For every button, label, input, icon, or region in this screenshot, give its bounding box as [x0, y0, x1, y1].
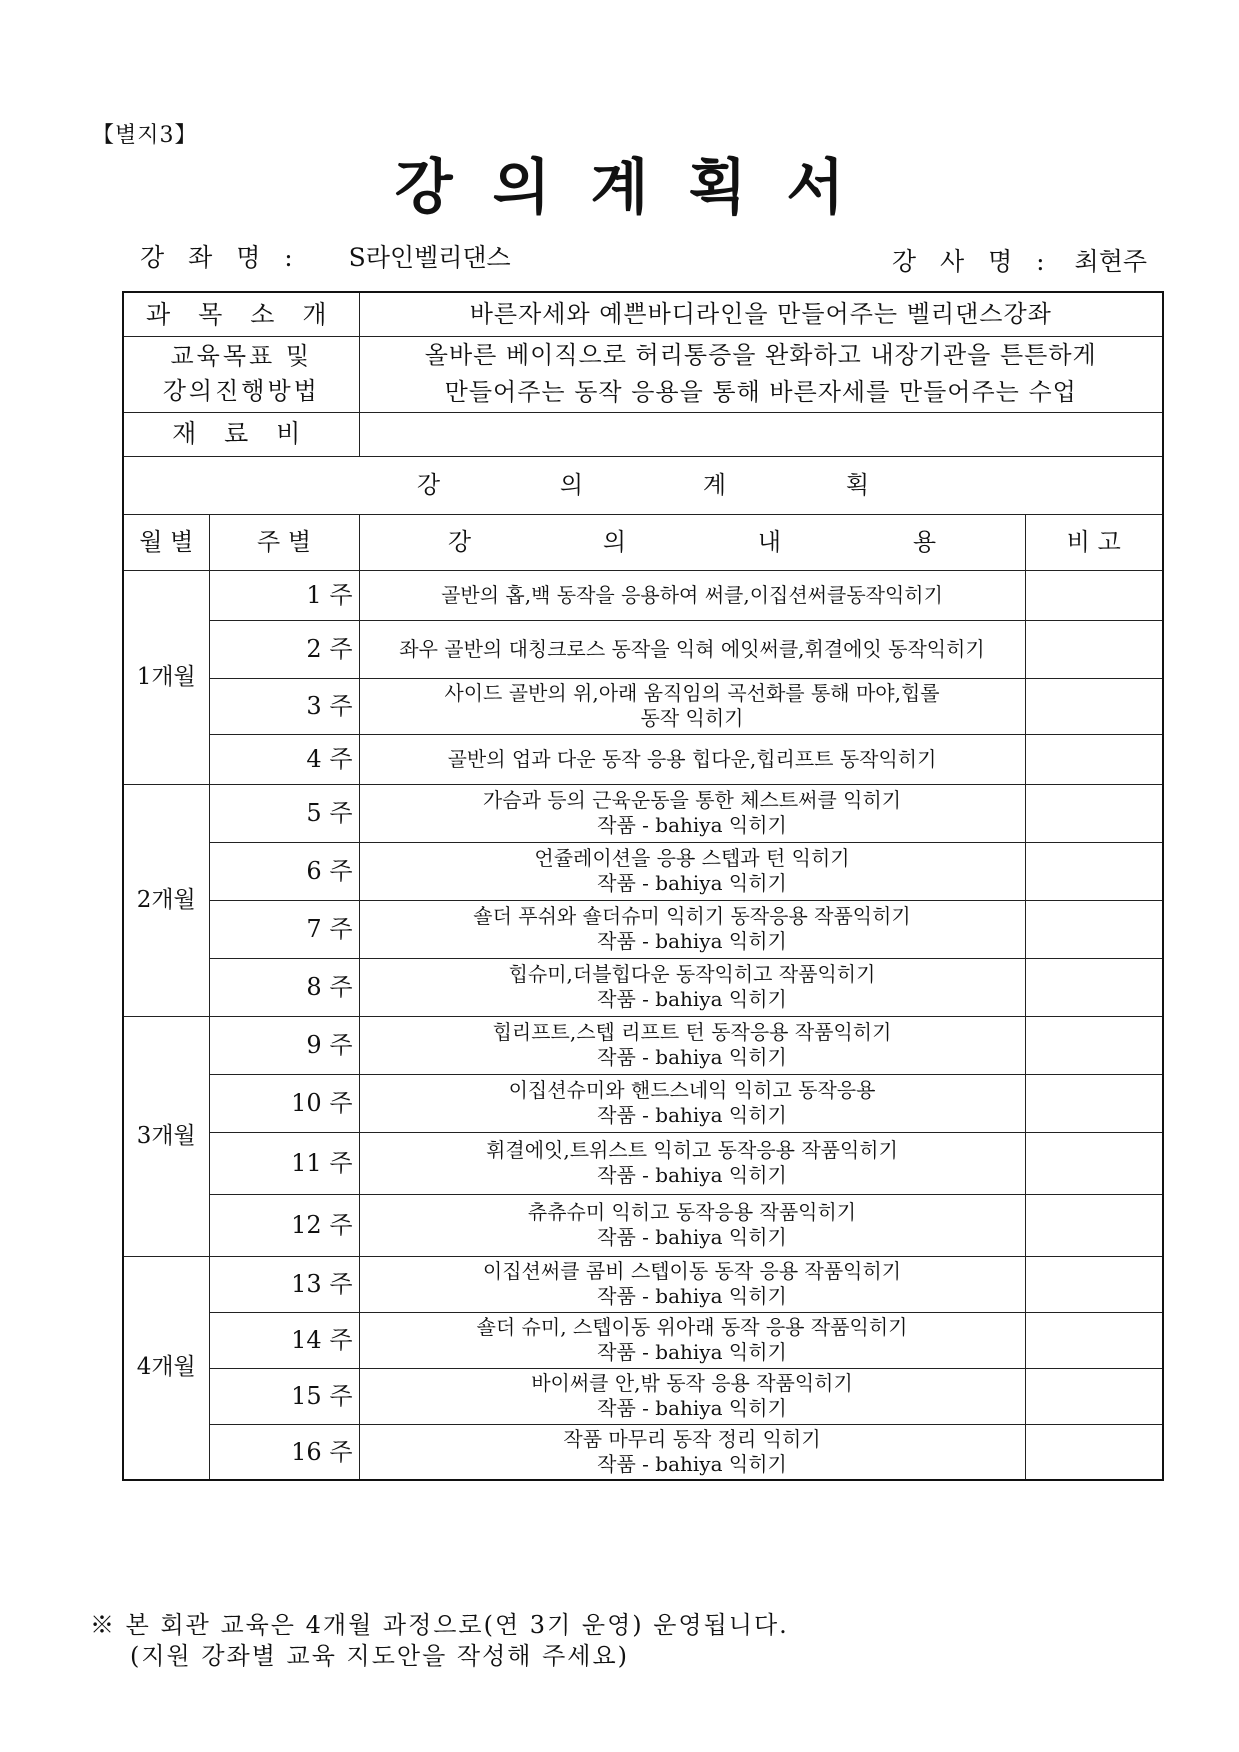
- content-line2: 작품 - bahiya 익히기: [597, 1396, 787, 1420]
- week-row: [123, 958, 1163, 1016]
- content-line2: 작품 - bahiya 익히기: [597, 1225, 787, 1249]
- col-header-month: 월 별: [123, 514, 209, 570]
- material-fee-value: [359, 412, 1163, 456]
- content-line1: 작품 마무리 동작 정리 익히기: [563, 1426, 821, 1451]
- course-name-value: S라인벨리댄스: [348, 243, 511, 272]
- col-header-note: 비 고: [1025, 514, 1163, 570]
- note-cell: [1025, 620, 1163, 678]
- week-cell: 16 주: [209, 1424, 359, 1480]
- week-cell: 11 주: [209, 1132, 359, 1194]
- content-line1: 숄더 슈미, 스텝이동 위아래 동작 응용 작품익히기: [476, 1315, 908, 1339]
- content-line2: 작품 - bahiya 익히기: [597, 987, 787, 1011]
- note-cell: [1025, 958, 1163, 1016]
- week-row: [123, 1256, 1163, 1312]
- note-cell: [1025, 1194, 1163, 1256]
- content-line1: 숄더 푸쉬와 숄더슈미 익히기 동작응용 작품익히기: [473, 904, 911, 928]
- content-line1: 바이써클 안,밖 동작 응용 작품익히기: [531, 1371, 853, 1395]
- content-line2: 작품 - bahiya 익히기: [597, 871, 787, 895]
- week-row: [123, 1132, 1163, 1194]
- content-line2: 작품 - bahiya 익히기: [597, 813, 787, 837]
- content-line2: 작품 - bahiya 익히기: [597, 1045, 787, 1069]
- section-title-char: 강: [416, 470, 441, 499]
- note-cell: [1025, 1016, 1163, 1074]
- content-cell: [359, 1312, 1025, 1368]
- week-cell: 6 주: [209, 842, 359, 900]
- week-row: [123, 1016, 1163, 1074]
- lecture-plan-table: [122, 291, 1164, 1481]
- goal-text-line1: 올바른 베이직으로 허리통증을 완화하고 내장기관을 튼튼하게: [424, 340, 1097, 369]
- week-cell: 9 주: [209, 1016, 359, 1074]
- note-cell: [1025, 678, 1163, 734]
- week-row: [123, 1074, 1163, 1132]
- note-cell: [1025, 900, 1163, 958]
- week-row: [123, 620, 1163, 678]
- teacher-name-label: 강 사 명 :: [891, 247, 1053, 276]
- content-cell: [359, 958, 1025, 1016]
- week-row: [123, 1312, 1163, 1368]
- month-cell: 3개월: [123, 1016, 209, 1256]
- content-line1: 힙리프트,스텝 리프트 턴 동작응용 작품익히기: [492, 1020, 892, 1044]
- note-cell: [1025, 1132, 1163, 1194]
- note-cell: [1025, 1256, 1163, 1312]
- attachment-label: 【별지3】: [92, 123, 198, 148]
- goal-text-line2: 만들어주는 동작 응용을 통해 바른자세를 만들어주는 수업: [444, 378, 1077, 406]
- content-cell: [359, 1256, 1025, 1312]
- goal-label: [123, 336, 359, 412]
- goal-text: [359, 336, 1163, 412]
- content-cell: [359, 1368, 1025, 1424]
- intro-text: 바른자세와 예쁜바디라인을 만들어주는 벨리댄스강좌: [359, 292, 1163, 336]
- content-cell: [359, 620, 1025, 678]
- note-cell: [1025, 1074, 1163, 1132]
- month-cell: 1개월: [123, 570, 209, 784]
- week-cell: 4 주: [209, 734, 359, 784]
- week-cell: 12 주: [209, 1194, 359, 1256]
- content-line2: 동작 익히기: [640, 706, 744, 730]
- content-line2: 작품 - bahiya 익히기: [597, 929, 787, 953]
- week-cell: 14 주: [209, 1312, 359, 1368]
- section-title-char: 획: [845, 470, 870, 499]
- content-line1: 언쥴레이션을 응용 스텝과 턴 익히기: [534, 846, 850, 870]
- content-cell: [359, 570, 1025, 620]
- col-header-content: [359, 514, 1025, 570]
- week-cell: 3 주: [209, 678, 359, 734]
- goal-label-line2: 강의진행방법: [162, 377, 320, 405]
- week-row: [123, 570, 1163, 620]
- note-cell: [1025, 842, 1163, 900]
- content-line1: 사이드 골반의 위,아래 움직임의 곡선화를 통해 마야,힙롤: [444, 681, 940, 705]
- content-line1: 힙슈미,더블힙다운 동작익히고 작품익히기: [508, 962, 876, 986]
- week-row: [123, 842, 1163, 900]
- week-cell: 13 주: [209, 1256, 359, 1312]
- section-title-char: 의: [559, 470, 584, 499]
- footnote-line2: (지원 강좌별 교육 지도안을 작성해 주세요): [130, 1642, 629, 1671]
- content-head-char: 내: [757, 527, 782, 556]
- content-line1: 이집션써클 콤비 스텝이동 동작 응용 작품익히기: [482, 1259, 902, 1283]
- week-cell: 10 주: [209, 1074, 359, 1132]
- content-head-char: 용: [912, 527, 937, 556]
- content-cell: [359, 1424, 1025, 1480]
- month-cell: 2개월: [123, 784, 209, 1016]
- footnote: [90, 1610, 789, 1672]
- content-cell: [359, 1132, 1025, 1194]
- week-row: [123, 1424, 1163, 1480]
- course-name-line: [140, 238, 511, 274]
- week-cell: 5 주: [209, 784, 359, 842]
- content-cell: [359, 1074, 1025, 1132]
- course-name-label: 강 좌 명 :: [140, 243, 301, 272]
- teacher-name-line: [892, 242, 1147, 278]
- week-cell: 8 주: [209, 958, 359, 1016]
- teacher-name-value: 최현주: [1074, 247, 1147, 276]
- content-line1: 골반의 업과 다운 동작 응용 힙다운,힙리프트 동작익히기: [447, 746, 937, 771]
- content-cell: [359, 678, 1025, 734]
- note-cell: [1025, 1424, 1163, 1480]
- content-head-char: 강: [447, 527, 472, 556]
- week-row: [123, 1368, 1163, 1424]
- content-line2: 작품 - bahiya 익히기: [597, 1284, 787, 1308]
- note-cell: [1025, 1368, 1163, 1424]
- week-cell: 7 주: [209, 900, 359, 958]
- note-cell: [1025, 734, 1163, 784]
- content-cell: [359, 1194, 1025, 1256]
- content-line1: 이집션슈미와 핸드스네익 익히고 동작응용: [508, 1078, 876, 1102]
- page-title: 강의계획서: [394, 153, 885, 223]
- note-cell: [1025, 784, 1163, 842]
- intro-label: 과 목 소 개: [123, 292, 359, 336]
- week-row: [123, 1194, 1163, 1256]
- week-cell: 2 주: [209, 620, 359, 678]
- col-header-week: 주 별: [209, 514, 359, 570]
- week-row: [123, 734, 1163, 784]
- month-cell: 4개월: [123, 1256, 209, 1480]
- content-cell: [359, 842, 1025, 900]
- content-cell: [359, 784, 1025, 842]
- content-cell: [359, 734, 1025, 784]
- content-line1: 휘결에잇,트위스트 익히고 동작응용 작품익히기: [486, 1138, 898, 1162]
- material-fee-label: 재 료 비: [123, 412, 359, 456]
- content-line2: 작품 - bahiya 익히기: [597, 1451, 787, 1476]
- week-row: [123, 900, 1163, 958]
- week-row: [123, 678, 1163, 734]
- content-line1: 골반의 홉,백 동작을 응용하여 써클,이집션써클동작익히기: [441, 582, 943, 607]
- week-row: [123, 784, 1163, 842]
- content-cell: [359, 900, 1025, 958]
- content-head-char: 의: [602, 527, 627, 556]
- content-line1: 츄츄슈미 익히고 동작응용 작품익히기: [527, 1200, 857, 1224]
- week-cell: 1 주: [209, 570, 359, 620]
- goal-label-line1: 교육목표 및: [170, 342, 313, 371]
- content-line2: 작품 - bahiya 익히기: [597, 1340, 787, 1364]
- footnote-line1: ※ 본 회관 교육은 4개월 과정으로(연 3기 운영) 운영됩니다.: [90, 1611, 789, 1639]
- content-line2: 작품 - bahiya 익히기: [597, 1163, 787, 1187]
- content-line1: 좌우 골반의 대칭크로스 동작을 익혀 에잇써클,휘결에잇 동작익히기: [399, 636, 985, 661]
- note-cell: [1025, 570, 1163, 620]
- content-cell: [359, 1016, 1025, 1074]
- content-line2: 작품 - bahiya 익히기: [597, 1103, 787, 1127]
- plan-section-title: [123, 456, 1163, 514]
- week-cell: 15 주: [209, 1368, 359, 1424]
- section-title-char: 계: [702, 470, 727, 499]
- content-line1: 가슴과 등의 근육운동을 통한 체스트써클 익히기: [482, 788, 902, 812]
- note-cell: [1025, 1312, 1163, 1368]
